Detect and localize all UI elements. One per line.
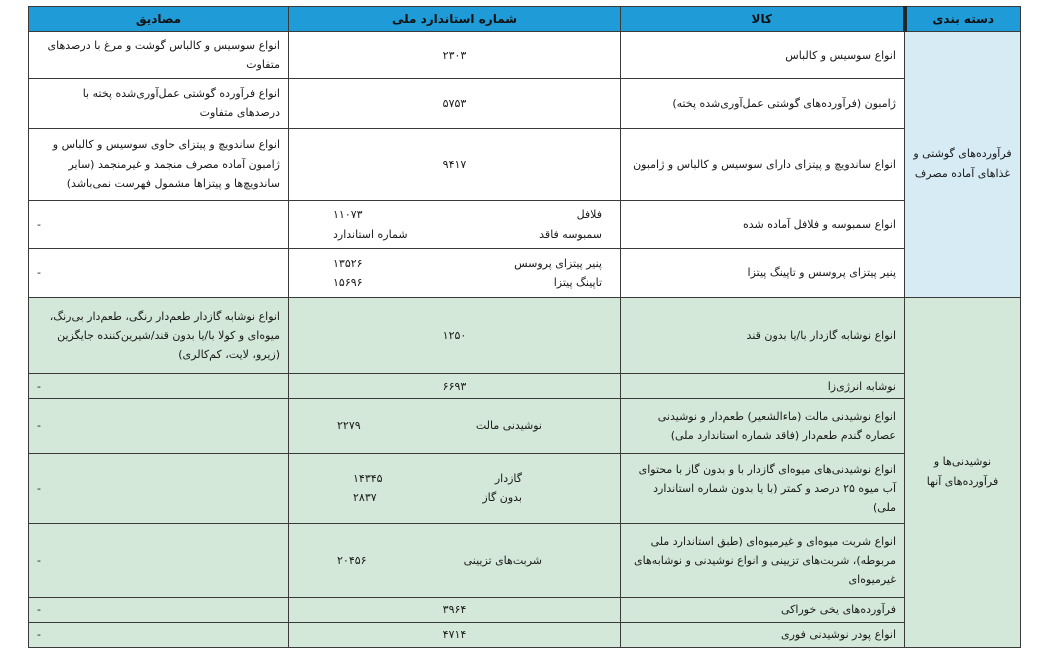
standard-cell: ۳۹۶۴ xyxy=(289,597,621,622)
table-row xyxy=(29,374,1021,399)
examples-cell: - xyxy=(29,597,289,622)
standard-label: گازدار xyxy=(494,472,522,486)
category-cell: فرآورده‌های گوشتی و غذاهای آماده مصرف xyxy=(905,32,1021,298)
examples-cell: - xyxy=(29,524,289,597)
examples-cell: - xyxy=(29,453,289,523)
standards-table xyxy=(28,6,1021,648)
examples-cell: - xyxy=(29,622,289,647)
standard-label: نوشیدنی مالت xyxy=(475,419,542,433)
good-cell: انواع ساندویچ و پیتزای دارای سوسیس و کالباس و ژامبون xyxy=(621,128,905,200)
standard-pairs xyxy=(297,551,612,570)
standard-pairs xyxy=(297,254,612,293)
examples-cell: انواع نوشابه گازدار طعم‌دار رنگی، طعم‌دار بی‌رنگ، میوه‌ای و کولا با/یا بدون قند/شیرین‌کننده جایگزین (زیرو، لایت، کم‌کالری) xyxy=(29,297,289,373)
standard-cell xyxy=(289,524,621,597)
standard-number: ۲۰۴۵۶ xyxy=(337,553,367,567)
table-row xyxy=(29,524,1021,597)
good-cell: انواع شربت میوه‌ای و غیرمیوه‌ای (طبق استاندارد ملی مربوطه)، شربت‌های تزیینی و انواع نوشیدنی و نوشابه‌های غیرمیوه‌ای xyxy=(621,524,905,597)
good-cell: انواع سمبوسه و فلافل آماده شده xyxy=(621,201,905,249)
standard-number: ۲۸۳۷ xyxy=(353,491,377,505)
category-cell: نوشیدنی‌ها و فرآورده‌های آنها xyxy=(905,297,1021,647)
table-row xyxy=(29,201,1021,249)
header-standard: شماره استاندارد ملی xyxy=(289,7,621,32)
examples-cell: انواع ساندویچ و پیتزای حاوی سوسیس و کالباس و ژامبون آماده مصرف منجمد و غیرمنجمد (سایر ساندویچ‌ها و پیتزاها مشمول فهرست نمی‌باشد) xyxy=(29,128,289,200)
standard-cell xyxy=(289,399,621,453)
standard-label: پنیر پیتزای پروسس xyxy=(514,256,602,270)
standard-label: فلافل xyxy=(576,208,602,222)
table-row xyxy=(29,597,1021,622)
standard-label: تاپینگ پیتزا xyxy=(553,276,602,290)
good-cell: ژامبون (فرآورده‌های گوشتی عمل‌آوری‌شده پخته) xyxy=(621,79,905,128)
standard-pairs xyxy=(297,416,612,435)
standard-number: ۲۲۷۹ xyxy=(337,419,361,433)
standard-pairs xyxy=(297,205,612,244)
table-row xyxy=(29,32,1021,79)
table-row xyxy=(29,622,1021,647)
standard-number: ۱۳۵۲۶ xyxy=(333,256,363,270)
good-cell: فرآورده‌های یخی خوراکی xyxy=(621,597,905,622)
header-examples: مصادیق xyxy=(29,7,289,32)
header-row xyxy=(29,7,1021,32)
table-row xyxy=(29,79,1021,128)
examples-cell: - xyxy=(29,374,289,399)
good-cell: انواع نوشیدنی مالت (ماءالشعیر) طعم‌دار و نوشیدنی عصاره گندم طعم‌دار (فاقد شماره استاندارد ملی) xyxy=(621,399,905,453)
examples-cell: انواع سوسیس و کالباس گوشت و مرغ با درصدهای متفاوت xyxy=(29,32,289,79)
table-row xyxy=(29,297,1021,373)
standard-cell xyxy=(289,453,621,523)
standard-number: ۱۵۶۹۶ xyxy=(333,276,363,290)
standard-cell: ۴۷۱۴ xyxy=(289,622,621,647)
standard-cell xyxy=(289,249,621,297)
standard-number: ۱۱۰۷۳ xyxy=(333,208,363,222)
good-cell: پنیر پیتزای پروسس و تاپینگ پیتزا xyxy=(621,249,905,297)
good-cell: انواع سوسیس و کالباس xyxy=(621,32,905,79)
table-row xyxy=(29,453,1021,523)
examples-cell: - xyxy=(29,399,289,453)
good-cell: انواع پودر نوشیدنی فوری xyxy=(621,622,905,647)
standard-cell: ۹۴۱۷ xyxy=(289,128,621,200)
standard-cell: ۵۷۵۳ xyxy=(289,79,621,128)
standard-cell xyxy=(289,201,621,249)
table-row xyxy=(29,399,1021,453)
good-cell: نوشابه انرژی‌زا xyxy=(621,374,905,399)
standard-cell: ۱۲۵۰ xyxy=(289,297,621,373)
standard-number: شماره استاندارد xyxy=(333,227,408,241)
standard-number: ۱۴۳۴۵ xyxy=(353,472,383,486)
standard-cell: ۶۶۹۳ xyxy=(289,374,621,399)
table-row xyxy=(29,128,1021,200)
table-row xyxy=(29,249,1021,297)
examples-cell: - xyxy=(29,201,289,249)
standard-label: بدون گاز xyxy=(482,491,522,505)
good-cell: انواع نوشیدنی‌های میوه‌ای گازدار با و بدون گاز با محتوای آب میوه ۲۵ درصد و کمتر (با یا بدون شماره استاندارد ملی) xyxy=(621,453,905,523)
standard-cell: ۲۳۰۳ xyxy=(289,32,621,79)
header-good: کالا xyxy=(621,7,905,32)
examples-cell: - xyxy=(29,249,289,297)
good-cell: انواع نوشابه گازدار با/یا بدون قند xyxy=(621,297,905,373)
header-category: دسته بندی xyxy=(905,7,1021,32)
standard-pairs xyxy=(297,469,612,508)
standard-label: سمبوسه فاقد xyxy=(539,227,602,241)
standard-label: شربت‌های تزیینی xyxy=(463,553,542,567)
examples-cell: انواع فرآورده گوشتی عمل‌آوری‌شده پخته با درصدهای متفاوت xyxy=(29,79,289,128)
